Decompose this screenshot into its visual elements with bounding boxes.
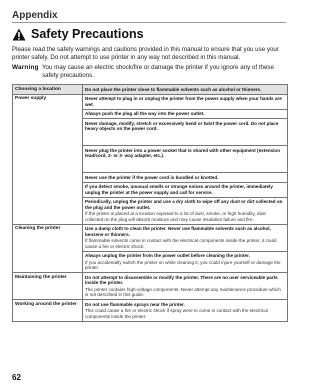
category-cell: Cleaning the printer	[13, 224, 83, 273]
item-cell	[83, 273, 288, 300]
table-row	[13, 85, 288, 95]
table-row	[13, 300, 288, 322]
item-text: Do not attempt to disassemble or modify the printer. There are no user serviceable parts inside the printer.	[85, 274, 278, 285]
safety-table	[12, 84, 288, 322]
category-cell: Power supply	[13, 94, 83, 224]
item-text: If you detect smoke, unusual smells or strange noises around the printer, immediately unplug the printer at the power supply and call for service.	[85, 184, 273, 195]
table-row	[13, 273, 288, 300]
item-cell	[83, 300, 288, 322]
warning-triangle-icon	[12, 28, 26, 41]
item-text: Never attempt to plug in or unplug the printer from the power supply when your hands are wet.	[85, 96, 282, 107]
item-cell: Do not place the printer close to flammable solvents such as alcohol or thinners.	[83, 85, 288, 95]
item-text: Always unplug the printer from the power outlet before cleaning the printer.	[85, 253, 250, 258]
item-text: Never use the printer if the power cord is bundled or knotted.	[85, 174, 219, 180]
intro-paragraph: Please read the safety warnings and cautions provided in this manual to ensure that you use your printer safely. Do not attempt to use printer in any way not described in this manual.	[12, 46, 279, 61]
item-text: Never damage, modify, stretch or excessively bend or twist the power cord. Do not place heavy objects on the power cord.	[85, 120, 279, 131]
item-note: If the printer is placed at a location exposed to a lot of dust, smoke, or high humidity, dust collected on the plug will absorb moisture and may cause insulation failure and fire.	[85, 211, 266, 222]
item-text: Periodically, unplug the printer and use a dry cloth to wipe off any dust or dirt collected on the plug and the power outlet.	[85, 199, 283, 210]
item-note: The printer contains high-voltage components. Never attempt any maintenance procedure which is not described in this guide.	[85, 286, 281, 297]
category-cell: Choosing a location	[13, 85, 83, 95]
title-row	[12, 27, 144, 41]
item-cell	[83, 109, 288, 119]
header-divider	[12, 22, 286, 23]
item-cell	[83, 119, 288, 146]
item-cell	[83, 182, 288, 197]
warning-text: You may cause an electric shock/fire or damage the printer if you ignore any of these safety precautions.	[42, 64, 274, 79]
item-cell	[83, 173, 288, 183]
item-note: If you accidentally switch the printer on while cleaning it, you could injure yourself or damage the printer.	[85, 259, 281, 270]
table-row	[13, 224, 288, 251]
section-header: Appendix	[12, 10, 58, 21]
item-cell	[83, 251, 288, 273]
page-number: 62	[12, 373, 21, 382]
category-cell: Maintaining the printer	[13, 273, 83, 300]
item-text: Always push the plug all the way into the power outlet.	[85, 111, 205, 116]
item-note: This could cause a fire or electric shock if spray were to come in contact with the electrical components inside the printer.	[85, 308, 268, 319]
page-title: Safety Precautions	[31, 27, 144, 41]
item-note: If flammable solvents come in contact with the electrical components inside the printer, it could cause a fire or electric shock.	[85, 238, 277, 249]
item-cell	[83, 146, 288, 173]
category-cell: Working around the printer	[13, 300, 83, 322]
item-text: Use a damp cloth to clean the printer. Never use flammable solvents such as alcohol, benzene or thinners.	[85, 226, 271, 237]
item-text: Do not use flammable sprays near the printer.	[85, 301, 185, 307]
item-cell	[83, 94, 288, 109]
warning-label: Warning	[12, 64, 39, 71]
item-cell	[83, 197, 288, 224]
item-text: Never plug the printer into a power socket that is shared with other equipment (extension lead/cord, 2- or 3- way adapter, etc.).	[85, 147, 281, 158]
table-row	[13, 94, 288, 109]
warning-notice	[12, 64, 288, 80]
item-cell	[83, 224, 288, 251]
